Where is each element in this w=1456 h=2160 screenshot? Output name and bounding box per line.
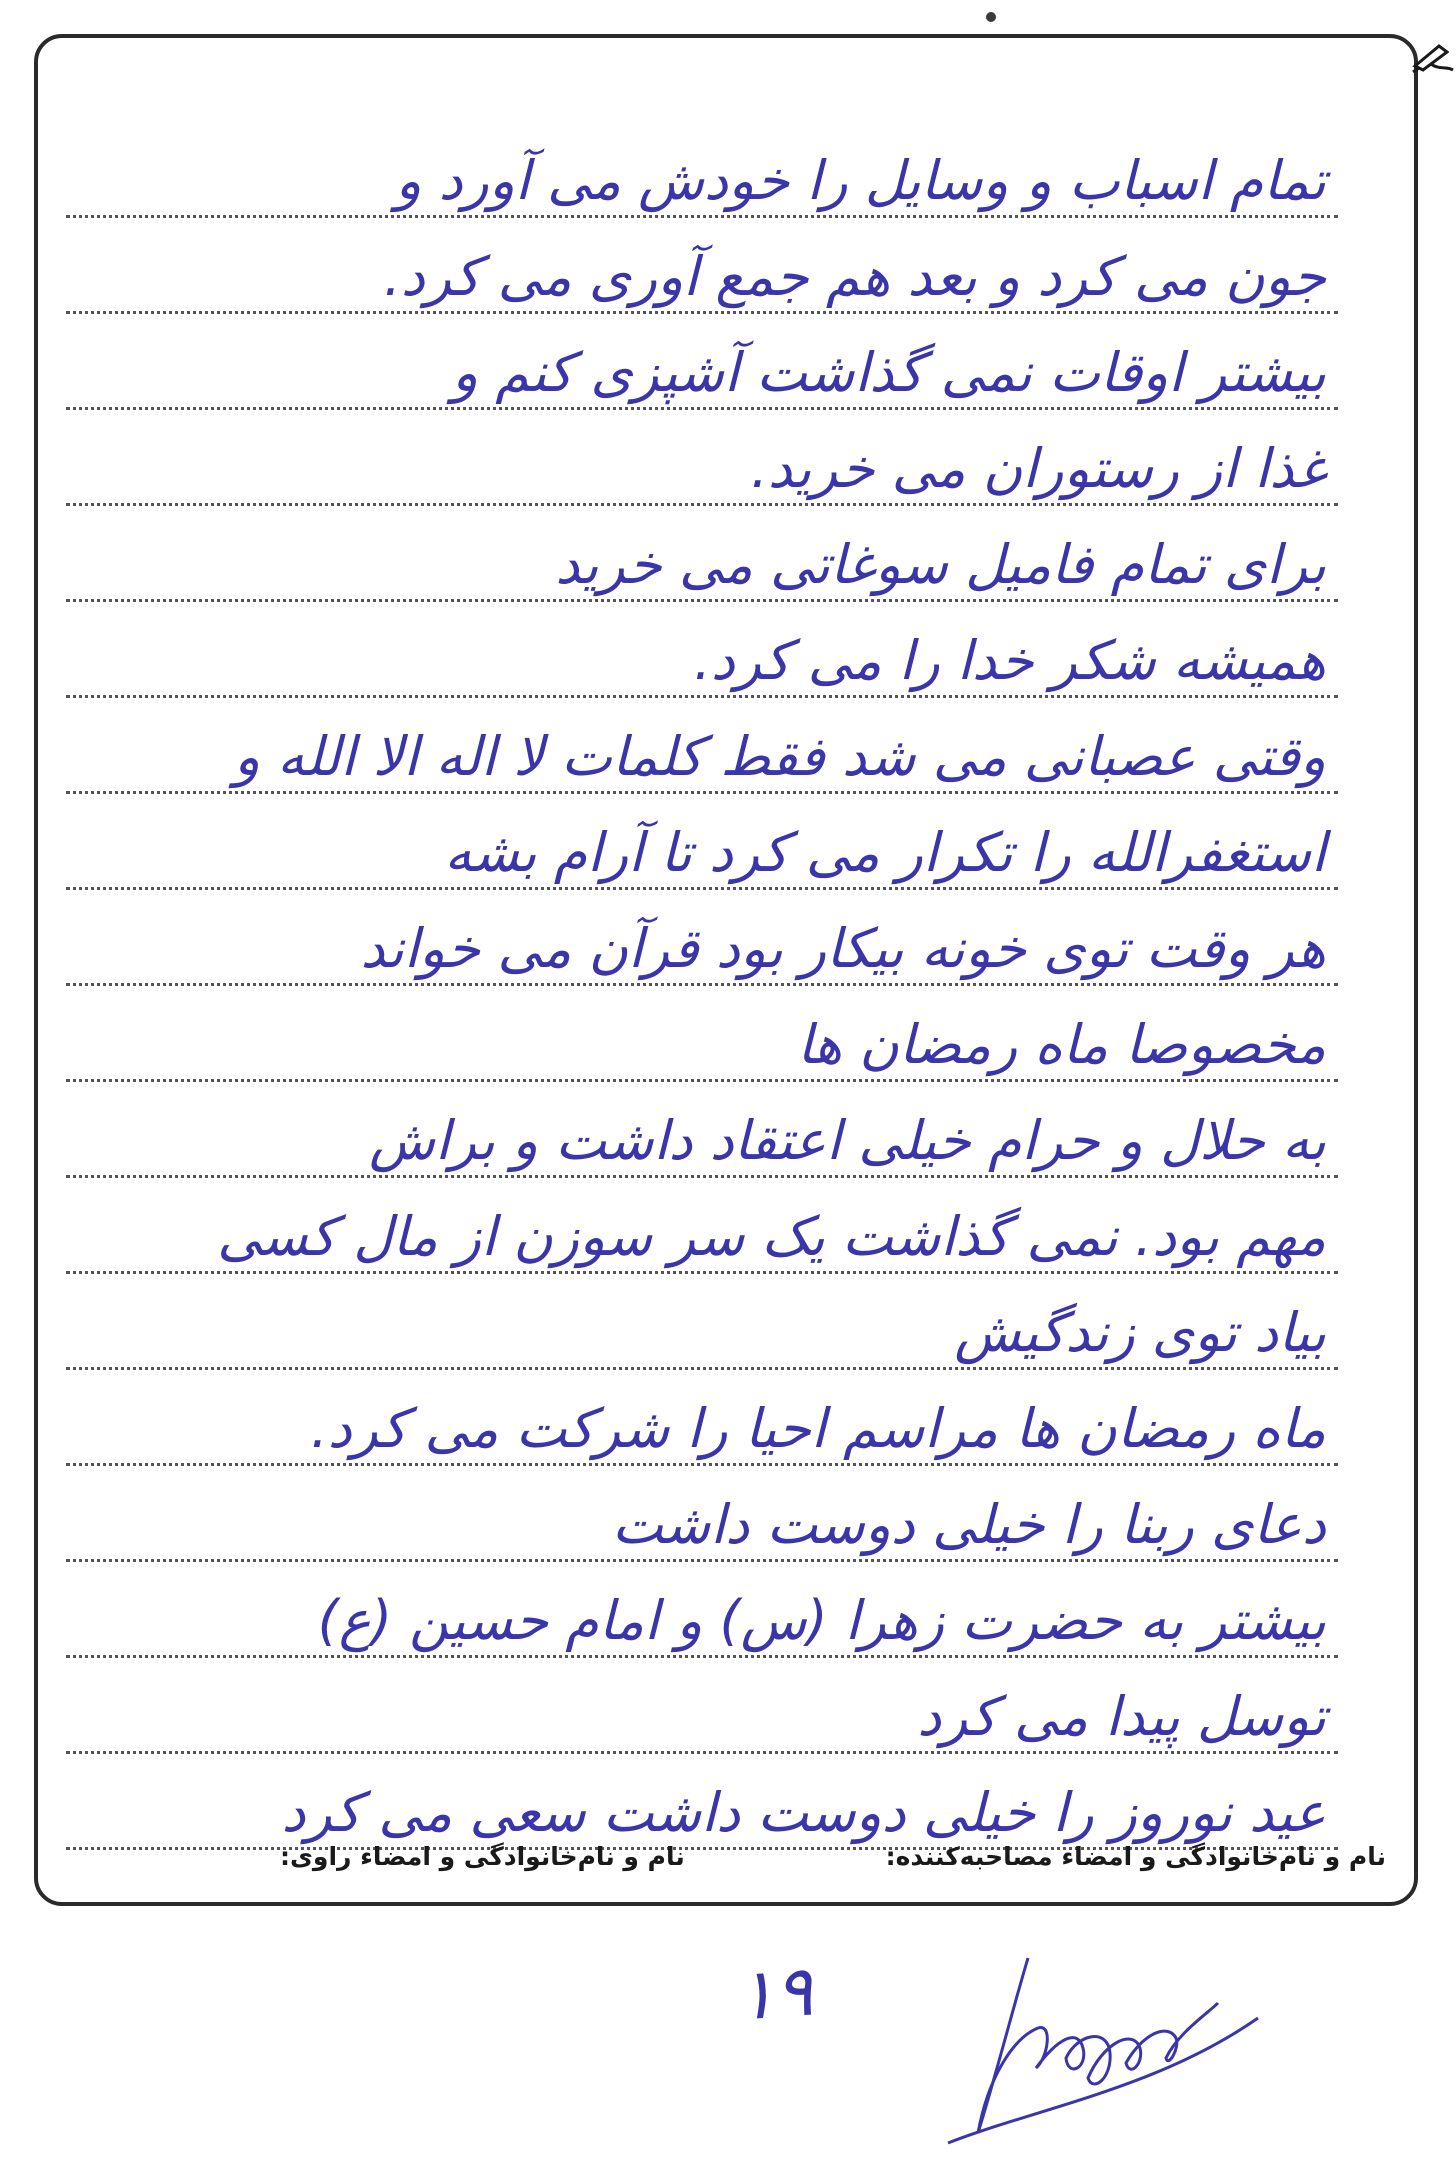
ruled-line xyxy=(66,1274,1338,1370)
handwritten-line: ماه رمضان ها مراسم احیا را شرکت می کرد. xyxy=(310,1397,1326,1461)
ruled-line xyxy=(66,1658,1338,1754)
handwritten-line: جون می کرد و بعد هم جمع آوری می کرد. xyxy=(383,245,1326,309)
ruled-line xyxy=(66,986,1338,1082)
handwritten-line: توسل پیدا می کرد xyxy=(917,1685,1326,1749)
pen-writing-icon xyxy=(1411,40,1455,74)
handwritten-line: دعای ربنا را خیلی دوست داشت xyxy=(611,1493,1326,1557)
ruled-line xyxy=(66,698,1338,794)
handwritten-signature xyxy=(918,1918,1298,2148)
ruled-line xyxy=(66,506,1338,602)
handwritten-line: بیشتر به حضرت زهرا (س) و امام حسین (ع) xyxy=(317,1589,1326,1653)
ruled-line xyxy=(66,314,1338,410)
ruled-line xyxy=(66,1754,1338,1850)
handwritten-line: تمام اسباب و وسایل را خودش می آورد و xyxy=(395,149,1326,213)
ruled-line xyxy=(66,218,1338,314)
ruled-line xyxy=(66,122,1338,218)
handwritten-line: وقتی عصبانی می شد فقط کلمات لا اله الا الله و xyxy=(233,725,1326,789)
handwritten-line: غذا از رستوران می خرید. xyxy=(750,437,1326,501)
handwritten-line: بیاد توی زندگیش xyxy=(954,1301,1326,1365)
ruled-line xyxy=(66,1562,1338,1658)
handwritten-line: مخصوصا ماه رمضان ها xyxy=(797,1013,1326,1077)
narrator-signature-label: نام و نام‌خانوادگی و امضاء راوی: xyxy=(280,1842,685,1871)
ruled-line xyxy=(66,890,1338,986)
handwritten-line: برای تمام فامیل سوغاتی می خرید xyxy=(555,533,1326,597)
handwritten-line: همیشه شکر خدا را می کرد. xyxy=(693,629,1326,693)
handwritten-line: مهم بود. نمی گذاشت یک سر سوزن از مال کسی xyxy=(217,1205,1326,1269)
ruled-line xyxy=(66,602,1338,698)
handwritten-line: استغفرالله را تکرار می کرد تا آرام بشه xyxy=(444,821,1326,885)
form-footer xyxy=(70,1842,1386,1882)
handwritten-line: به حلال و حرام خیلی اعتقاد داشت و براش xyxy=(369,1109,1326,1173)
handwritten-line: بیشتر اوقات نمی گذاشت آشپزی کنم و xyxy=(452,341,1326,405)
ruled-line xyxy=(66,1082,1338,1178)
ruled-line xyxy=(66,1370,1338,1466)
ruled-line xyxy=(66,1466,1338,1562)
ruled-line xyxy=(66,794,1338,890)
ruled-lines xyxy=(66,122,1338,1850)
ruled-line xyxy=(66,410,1338,506)
ruled-line xyxy=(66,1178,1338,1274)
handwritten-line: هر وقت توی خونه بیکار بود قرآن می خواند xyxy=(360,917,1326,981)
punch-hole xyxy=(986,12,996,22)
handwritten-line: عید نوروز را خیلی دوست داشت سعی می کرد xyxy=(281,1781,1326,1845)
interviewer-signature-label: نام و نام‌خانوادگی و امضاء مصاحبه‌کننده: xyxy=(885,1842,1386,1871)
page-number: ۱۹ xyxy=(734,1949,816,2037)
